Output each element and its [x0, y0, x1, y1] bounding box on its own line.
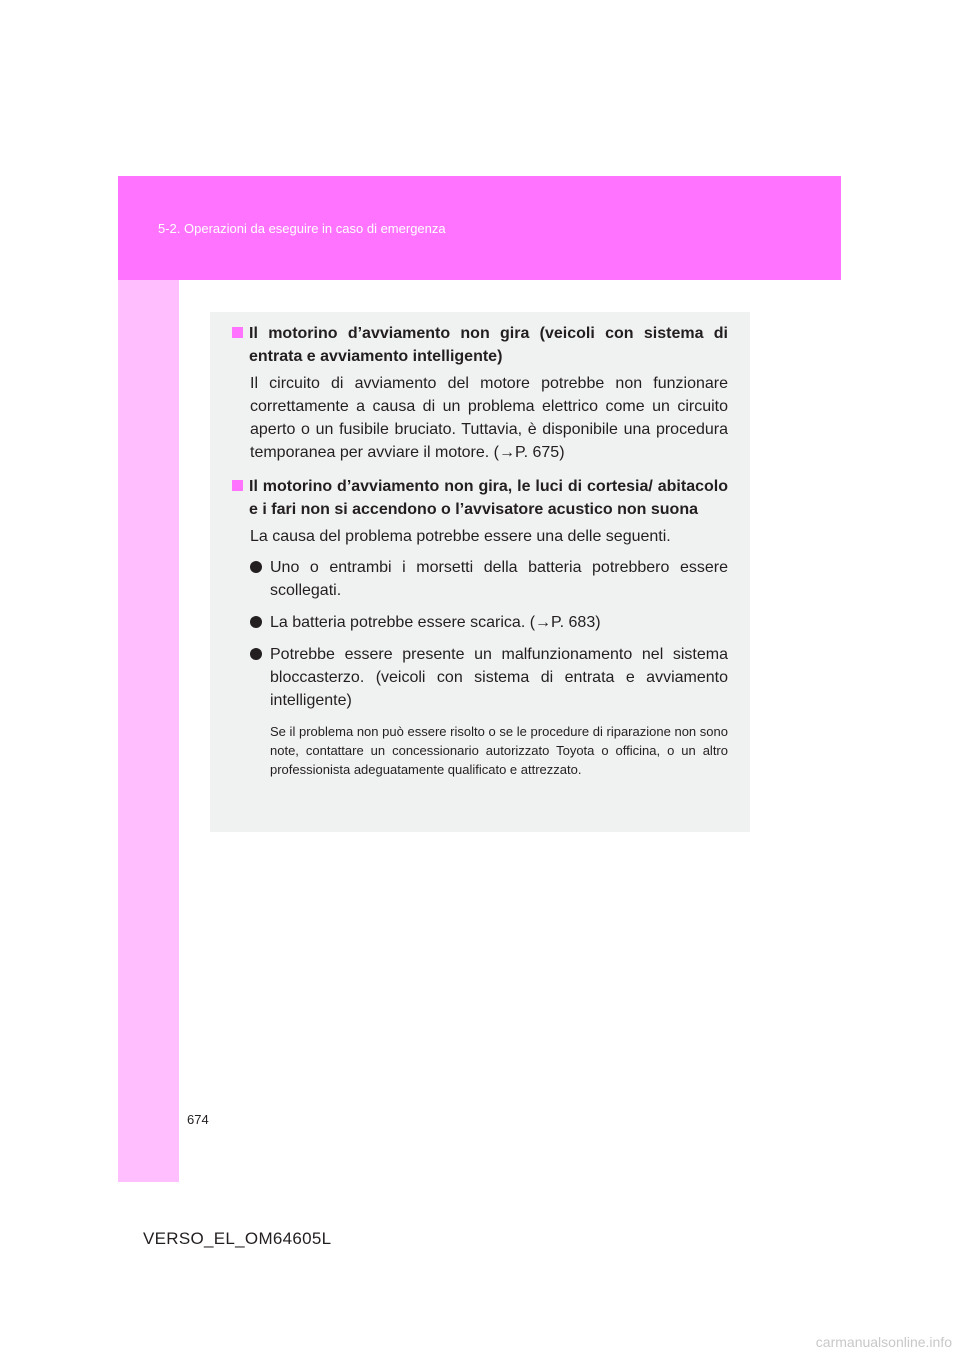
list-item-text: La batteria potrebbe essere scarica. (→P. 683): [270, 614, 601, 631]
round-bullet-icon: [250, 561, 262, 573]
square-bullet-icon: [232, 327, 243, 338]
round-bullet-icon: [250, 616, 262, 628]
item-starter-lights-horn: [232, 475, 728, 779]
item-title: Il motorino d’avviamento non gira, le luci di cortesia/ abitacolo e i fari non si accendono o l’avvisatore acustico non suona: [249, 478, 728, 518]
item-title: Il motorino d’avviamento non gira (veicoli con sistema di entrata e avviamento intelligente): [249, 325, 728, 365]
note-text: Se il problema non può essere risolto o se le procedure di riparazione non sono note, contattare un concessionario autorizzato Toyota o officina, o un altro professionista adeguatamente qualificato e attrezzato.: [270, 724, 728, 777]
list-item: [250, 643, 728, 712]
section-title: 5-2. Operazioni da eseguire in caso di emergenza: [158, 221, 446, 236]
side-strip: [118, 280, 179, 1182]
watermark: carmanualsonline.info: [815, 1334, 952, 1350]
info-box: [210, 312, 750, 832]
list-item-text: Uno o entrambi i morsetti della batteria potrebbero essere scollegati.: [270, 559, 728, 599]
cause-list: [250, 556, 728, 712]
document-code: VERSO_EL_OM64605L: [143, 1229, 332, 1248]
page-number: 674: [187, 1112, 209, 1127]
square-bullet-icon: [232, 480, 243, 491]
list-item: [250, 611, 728, 634]
item-body: Il circuito di avviamento del motore potrebbe non funzionare correttamente a causa di un problema elettrico come un circuito aperto o un fusibile bruciato. Tuttavia, è disponibile una procedura temporanea per avviare il motore. (→P. 675): [250, 375, 728, 461]
list-item-text: Potrebbe essere presente un malfunzionamento nel sistema bloccasterzo. (veicoli con sistema di entrata e avviamento intelligente): [270, 646, 728, 709]
round-bullet-icon: [250, 648, 262, 660]
item-starter-not-turning: [232, 322, 728, 464]
list-item: [250, 556, 728, 602]
item-head: [232, 322, 728, 368]
item-body: La causa del problema potrebbe essere una delle seguenti.: [250, 528, 671, 545]
item-head: [232, 475, 728, 521]
